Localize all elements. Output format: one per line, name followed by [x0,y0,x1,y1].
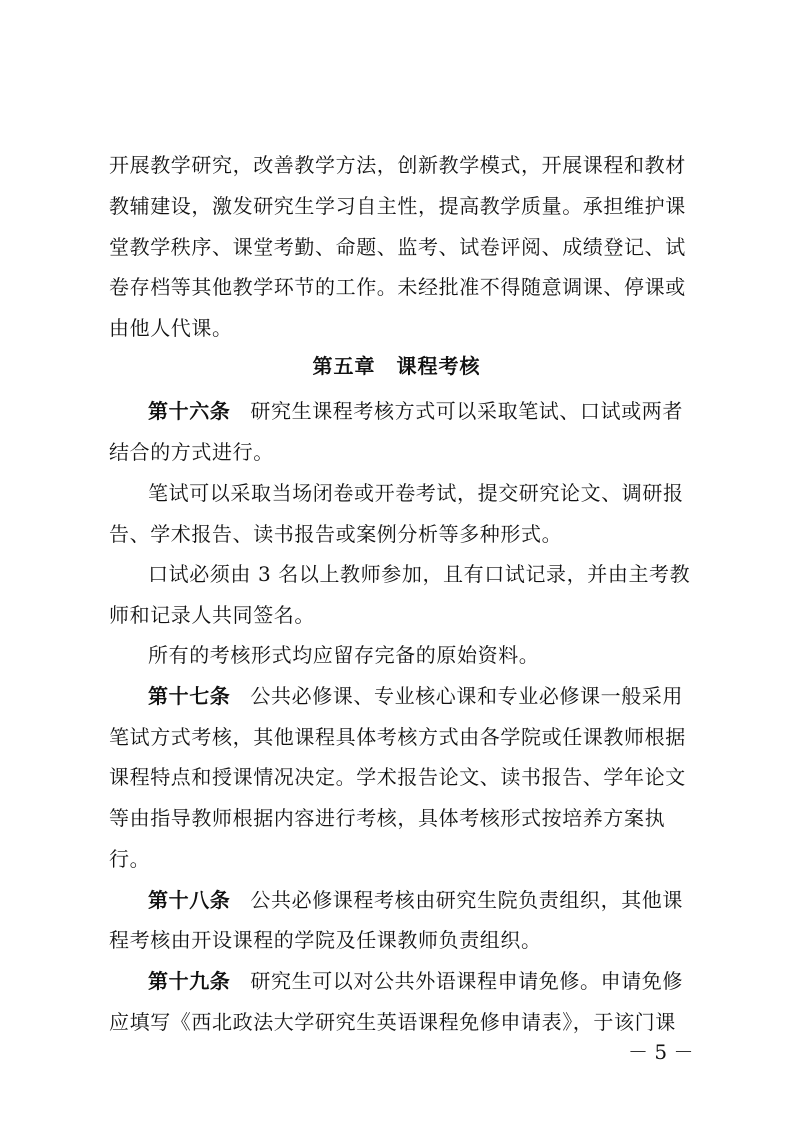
paragraph-line: 由他人代课。 [109,316,233,340]
paragraph-line: 应填写《西北政法大学研究生英语课程免修申请表》，于该门课 [109,1010,676,1034]
paragraph-line: 教辅建设，激发研究生学习自主性，提高教学质量。承担维护课 [109,194,686,218]
paragraph-line: 程考核由开设课程的学院及任课教师负责组织。 [109,928,542,952]
paragraph-line: 笔试方式考核，其他课程具体考核方式由各学院或任课教师根据 [109,725,686,749]
page-number: － 5 － [628,1040,694,1064]
paragraph-line: 所有的考核形式均应留存完备的原始资料。 [148,643,540,667]
article-19-label: 第十九条 [148,969,231,993]
article-17-label: 第十七条 [148,684,231,708]
paragraph-line: 开展教学研究，改善教学方法，创新教学模式，开展课程和教材 [109,153,686,177]
paragraph-line: 结合的方式进行。 [109,440,274,464]
article-19-text: 研究生可以对公共外语课程申请免修。申请免修 [250,969,684,993]
paragraph-line: 告、学术报告、读书报告或案例分析等多种形式。 [109,522,563,546]
paragraph-line: 堂教学秩序、课堂考勤、命题、监考、试卷评阅、成绩登记、试 [109,235,686,259]
paragraph-line: 卷存档等其他教学环节的工作。未经批准不得随意调课、停课或 [109,275,686,299]
paragraph-line: 等由指导教师根据内容进行考核，具体考核形式按培养方案执 [109,806,666,830]
paragraph-line: 笔试可以采取当场闭卷或开卷考试，提交研究论文、调研报 [148,481,684,505]
article-18-first-line [148,886,694,914]
paragraph-line: 师和记录人共同签名。 [109,603,315,627]
article-17-text: 公共必修课、专业核心课和专业必修课一般采用 [250,684,684,708]
article-16-label: 第十六条 [148,399,231,423]
article-18-label: 第十八条 [148,888,231,912]
paragraph-line: 课程特点和授课情况决定。学术报告论文、读书报告、学年论文 [109,765,686,789]
paragraph-line: 行。 [109,847,151,871]
article-17-first-line [148,682,694,710]
chapter-title: 第五章 课程考核 [312,354,481,378]
article-18-text: 公共必修课程考核由研究生院负责组织，其他课 [250,888,684,912]
article-19-first-line [148,967,694,995]
article-16-first-line [148,397,694,425]
article-16-text: 研究生课程考核方式可以采取笔试、口试或两者 [250,399,684,423]
paragraph-line: 口试必须由 3 名以上教师参加，且有口试记录，并由主考教 [148,562,691,586]
